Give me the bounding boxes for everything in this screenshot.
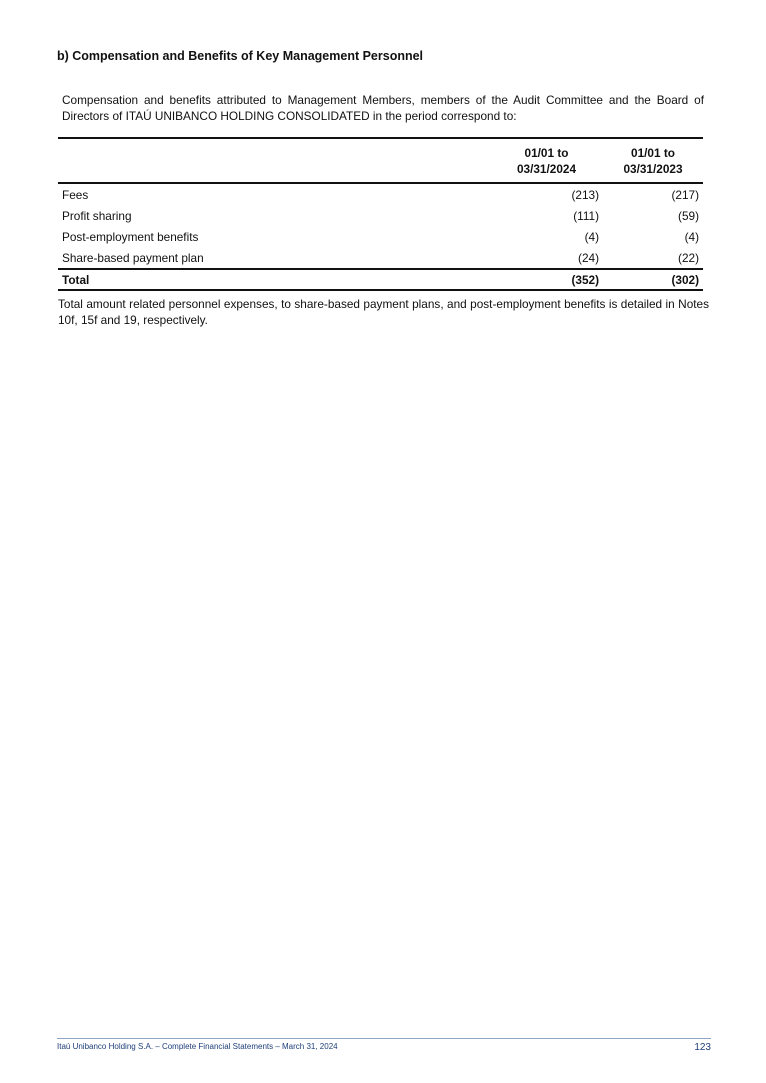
table-header-row bbox=[58, 138, 703, 183]
value-2023: (59) bbox=[678, 208, 699, 223]
table-row bbox=[58, 205, 703, 226]
header-blank bbox=[58, 138, 490, 183]
value-2023: (4) bbox=[684, 229, 699, 244]
column-header-2023-line2: 03/31/2023 bbox=[623, 162, 683, 176]
value-2023: (22) bbox=[678, 250, 699, 265]
intro-paragraph: Compensation and benefits attributed to Management Members, members of the Audit Committee and the Board of Directors of ITAÚ UNIBANCO HOLDING CONSOLIDATED in the period correspond to: bbox=[62, 93, 704, 123]
value-2024: (24) bbox=[578, 250, 599, 265]
table-row bbox=[58, 183, 703, 205]
column-header-2024 bbox=[490, 138, 603, 183]
footer-divider bbox=[57, 1038, 711, 1039]
table-row bbox=[58, 247, 703, 269]
total-2024: (352) bbox=[490, 269, 603, 290]
value-2023: (217) bbox=[671, 187, 699, 202]
column-header-2023 bbox=[603, 138, 703, 183]
column-header-2024-line2: 03/31/2024 bbox=[516, 162, 577, 176]
page-number: 123 bbox=[694, 1042, 711, 1053]
table-row bbox=[58, 226, 703, 247]
total-2023: (302) bbox=[603, 269, 703, 290]
section-heading: b) Compensation and Benefits of Key Management Personnel bbox=[57, 49, 424, 63]
row-label: Share-based payment plan bbox=[62, 250, 204, 265]
total-row bbox=[58, 269, 703, 290]
row-label: Fees bbox=[62, 187, 89, 202]
value-2024: (111) bbox=[573, 208, 599, 223]
footer-text: Itaú Unibanco Holding S.A. – Complete Financial Statements – March 31, 2024 bbox=[57, 1042, 338, 1051]
compensation-table bbox=[58, 137, 703, 291]
total-label: Total bbox=[58, 269, 490, 290]
row-label: Post-employment benefits bbox=[62, 229, 199, 244]
note-paragraph: Total amount related personnel expenses, to share-based payment plans, and post-employment benefits is detailed in Notes 10f, 15f and 19, respectively. bbox=[58, 297, 709, 327]
column-header-2024-line1: 01/01 to bbox=[524, 146, 569, 160]
value-2024: (213) bbox=[571, 187, 599, 202]
value-2024: (4) bbox=[584, 229, 599, 244]
row-label: Profit sharing bbox=[62, 208, 132, 223]
column-header-2023-line1: 01/01 to bbox=[631, 146, 675, 160]
